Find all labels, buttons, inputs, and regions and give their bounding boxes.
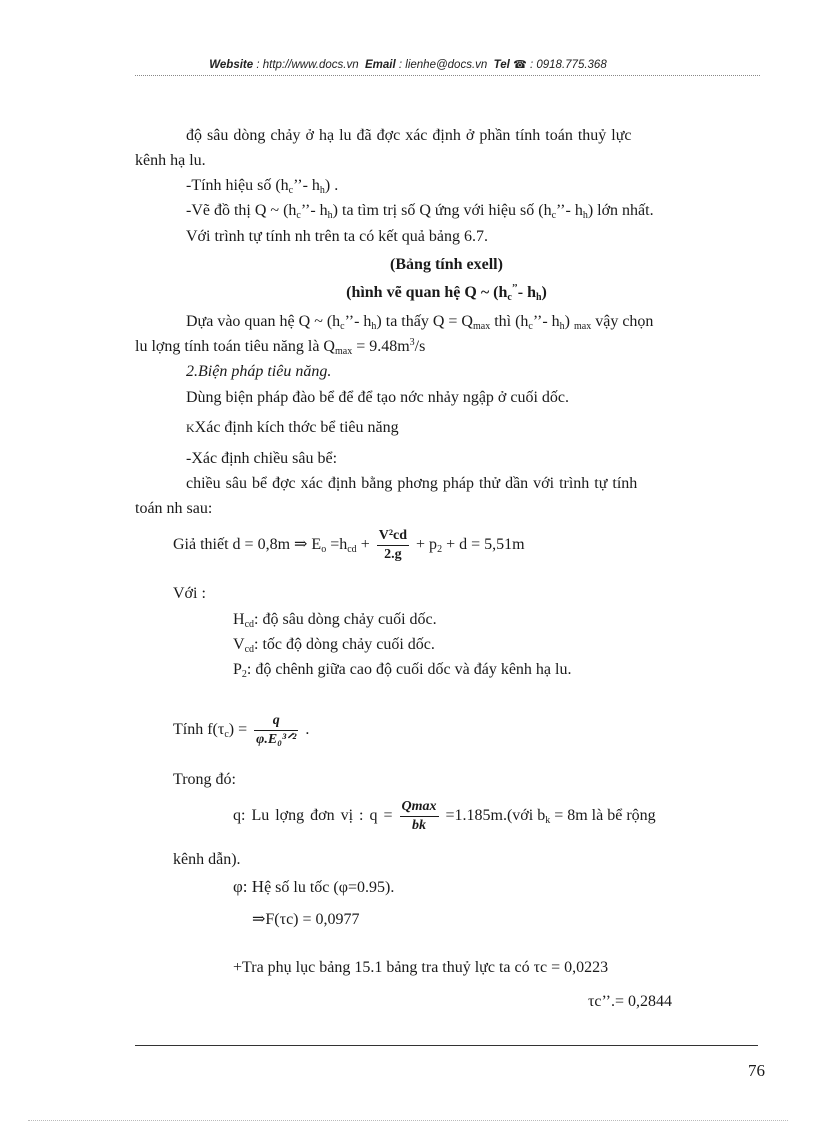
paragraph-line: Với : xyxy=(173,585,206,602)
definition-line: $P_2$: độ chênh giữa cao độ cuối dốc và đáy kênh hạ lu. xyxy=(233,661,572,680)
paragraph-line: kênh hạ lu. xyxy=(135,152,206,169)
paragraph-line: KXác định kích thớc bể tiêu năng xyxy=(186,419,399,436)
equation-result: ⇒F(τc) = 0,0977 xyxy=(252,911,360,928)
equation-f-tau: Tính $f(\tau_c)$ = $\frac{q}{\text{φ.E₀³ᐟ²}}$ . xyxy=(173,713,310,747)
definition-line: φ: Hệ số lu tốc (φ=0.95). xyxy=(233,877,395,896)
paragraph-line: lu lợng tính toán tiêu năng là $Q_{max} = 9.48m^3/s$ xyxy=(135,337,426,357)
paragraph-line: Dùng biện pháp đào bể để để tạo nớc nhảy ngập ở cuối dốc. xyxy=(186,389,570,406)
paragraph-line: +Tra phụ lục bảng 15.1 bảng tra thuỷ lực ta có τc = 0,0223 xyxy=(233,959,609,976)
paragraph-line: toán nh sau: xyxy=(135,500,213,517)
definition-line: $H_{cd}$: độ sâu dòng chảy cuối dốc. xyxy=(233,611,437,630)
paragraph-line: Với trình tự tính nh trên ta có kết quả bảng 6.7. xyxy=(186,228,488,245)
phone-icon: ☎ xyxy=(513,59,527,71)
tel-label: Tel xyxy=(493,59,510,71)
equation-result: τc’’.= 0,2844 xyxy=(588,993,673,1010)
equation-e0: Giả thiết d = 0,8m ⇒ $E_o =h_{cd}$ + $\frac{\text{V²cd}}{2.g}$ + $p_2 + d = 5,51m$ xyxy=(173,528,525,562)
email-label: Email xyxy=(365,59,396,71)
footer-rule xyxy=(135,1045,758,1046)
centered-heading: (Bảng tính exell) xyxy=(390,256,503,273)
definition-line: $V_{cd}$: tốc độ dòng chảy cuối dốc. xyxy=(233,636,435,655)
header-rule xyxy=(135,75,760,76)
paragraph-line: -Xác định chiều sâu bể: xyxy=(186,450,338,467)
page-header xyxy=(0,58,816,71)
equation-q: q: Lu lợng đơn vị : q = $\frac{Qmax}{bk}$ =1.185m.(với $b_k = 8m$ là bể rộng xyxy=(233,799,656,833)
page-number: 76 xyxy=(748,1061,765,1080)
implies-arrow: ⇒ xyxy=(294,536,308,554)
paragraph-line: kênh dẫn). xyxy=(173,851,241,868)
website-label: Website xyxy=(209,59,254,71)
paragraph-line: độ sâu dòng chảy ở hạ lu đã đợc xác định ở phần tính toán thuỷ lực xyxy=(186,127,632,144)
website-url: : http://www.docs.vn xyxy=(256,59,359,71)
paragraph-line: -Vẽ đồ thị Q ~ ($h_c’’-$ $h_h$) ta tìm trị số Q ứng với hiệu số ($h_c’’-$ $h_h$) lớn nhất. xyxy=(186,202,654,221)
paragraph-line: chiều sâu bể đợc xác định bằng phơng pháp thử dần với trình tự tính xyxy=(186,475,638,492)
paragraph-line: Trong đó: xyxy=(173,771,236,788)
bullet-glyph: K xyxy=(186,421,195,435)
centered-heading: (hình vẽ quan hệ Q ~ ($h_c^{’’}-$ $h_h$) xyxy=(346,283,547,303)
email-value: : lienhe@docs.vn xyxy=(398,59,488,71)
paragraph-line: -Tính hiệu số ($h_c’’-$ $h_h$) . xyxy=(186,177,339,196)
page-edge-dots xyxy=(28,1120,788,1121)
tel-value: : 0918.775.368 xyxy=(529,59,607,71)
fraction: $\frac{Qmax}{bk}$ xyxy=(401,799,437,833)
section-heading: 2.Biện pháp tiêu năng. xyxy=(186,363,332,380)
paragraph-line: Dựa vào quan hệ Q ~ ($h_c’’-$ $h_h$) ta thấy $Q = Q_{max}$ thì ($h_c’’-$ $h_h$) $_{max}$ vậy chọn xyxy=(186,313,654,332)
fraction: $\frac{\text{V²cd}}{2.g}$ xyxy=(378,528,408,562)
fraction: $\frac{q}{\text{φ.E₀³ᐟ²}}$ xyxy=(256,713,297,747)
